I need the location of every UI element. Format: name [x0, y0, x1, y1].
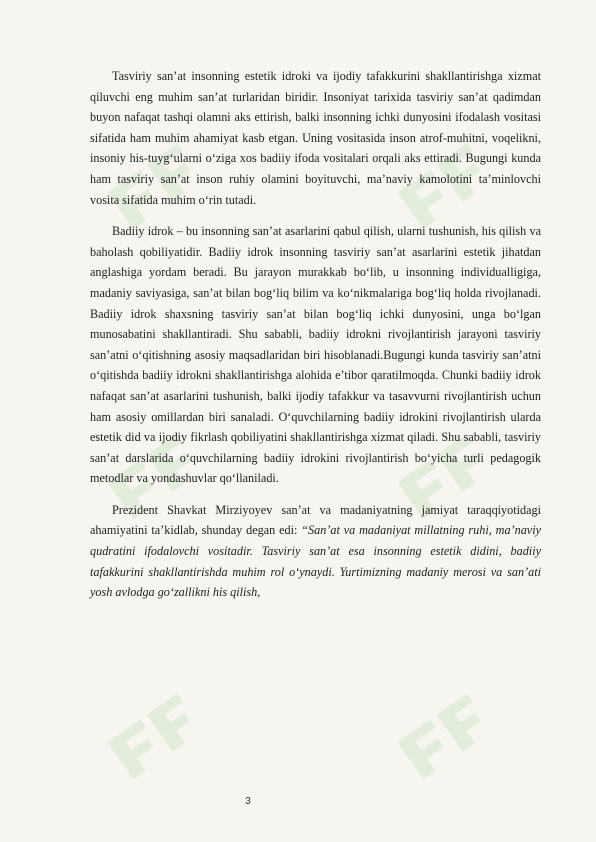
paragraph-1: Tasviriy san’at insonning estetik idroki va ijodiy tafakkurini shakllantirishga xizmat qiluvchi eng muhim san’at turlaridan biridir. Insoniyat tarixida tasviriy san’at qadimdan buyon nafaqat tashqi olamni aks ettirish, balki insonning ichki dunyosini ifodalash vositasi sifatida ham muhim ahamiyat kasb etgan. Uning vositasida inson atrof-muhitni, voqelikni, insoniy his-tuyg‘ularni o‘ziga xos badiiy ifoda vositalari orqali aks ettiradi. Bugungi kunda ham tasviriy san’at inson ruhiy olamini boyituvchi, ma’naviy kamolotini ta’minlovchi vosita sifatida muhim o‘rin tutadi.	[90, 69, 541, 207]
paragraph-3	[90, 500, 541, 603]
paragraph-2: Badiiy idrok – bu insonning san’at asarlarini qabul qilish, ularni tushunish, his qilish va baholash qobiliyatidir. Badiiy idrok insonning tasviriy san’at asarlarini estetik jihatdan anglashiga yordam beradi. Bu jarayon murakkab bo‘lib, u insonning individualligiga, madaniy saviyasiga, san’at bilan bog‘liq bilim va ko‘nikmalariga bog‘liq holda rivojlanadi. Badiiy idrok shaxsning tasviriy san’at bilan bog‘liq ichki dunyosini, unga bo‘lgan munosabatini shakllantiradi. Shu sababli, badiiy idrokni rivojlantirish jarayoni tasviriy san’atni o‘qitishning asosiy maqsadlaridan biri hisoblanadi.Bugungi kunda tasviriy san’atni o‘qitishda badiiy idrokni shakllantirishga alohida e’tibor qaratilmoqda. Chunki badiiy idrok nafaqat san’at asarlarini tushunish, balki ijodiy tafakkur va tasavvurni rivojlantirish uchun ham asosiy omillardan biri sanaladi. O‘quvchilarning badiiy idrokini rivojlantirish ularda estetik did va ijodiy fikrlash qobiliyatini shakllantirishga xizmat qiladi. Shu sababli, tasviriy san’at darslarida o‘quvchilarning badiiy idrokini rivojlantirish bo‘yicha turli pedagogik metodlar va yondashuvlar qo‘llaniladi.	[90, 224, 541, 486]
paragraph-3-lead: Prezident Shavkat Mirziyoyev san’at va madaniyatning jamiyat taraqqiyotidagi ahamiyatini ta’kidlab, shunday degan edi:	[90, 502, 541, 538]
document-body	[90, 66, 541, 614]
pdf-watermark-icon	[70, 640, 250, 820]
page-number: 3	[245, 796, 251, 807]
pdf-watermark-icon	[360, 640, 540, 820]
quote-text: “San’at va madaniyat millatning ruhi, ma’naviy qudratini ifodalovchi vositadir. Tasviriy san’at esa insonning estetik didini, badiiy tafakkurini shakllantirishda muhim rol o‘ynaydi. Yurtimizning madaniy merosi va san’ati yosh avlodga go‘zallikni his qilish,	[90, 523, 541, 600]
